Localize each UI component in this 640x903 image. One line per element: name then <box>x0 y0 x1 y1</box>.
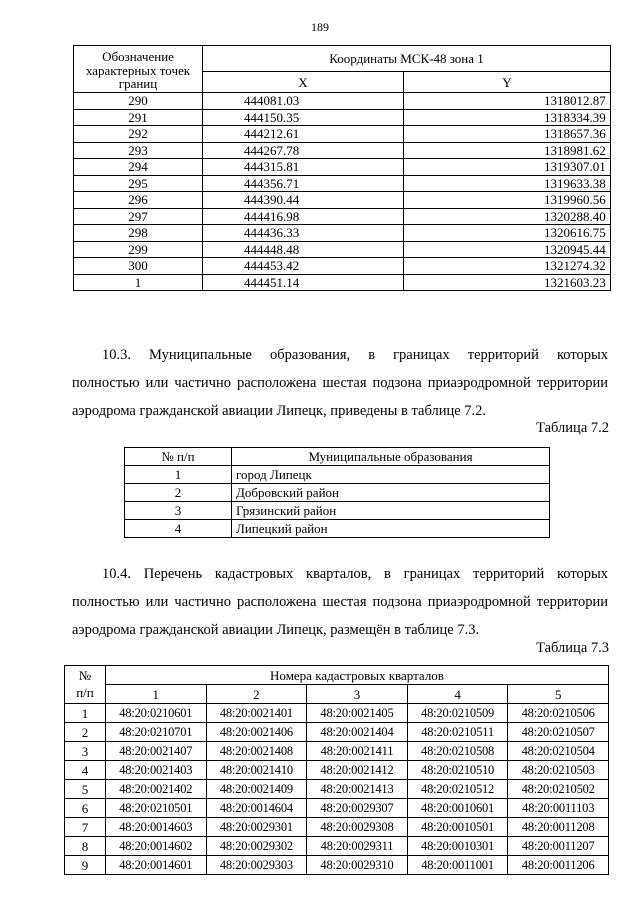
cadastral-number-cell: 48:20:0210512 <box>407 780 508 799</box>
x-cell: 444451.14 <box>203 274 404 291</box>
point-cell: 293 <box>74 142 203 159</box>
number-cell: 8 <box>65 837 106 856</box>
table-row <box>74 93 611 110</box>
header-municipalities: Муниципальные образования <box>232 448 550 466</box>
header-cadastral-numbers: Номера кадастровых кварталов <box>106 666 609 685</box>
x-cell: 444390.44 <box>203 192 404 209</box>
cadastral-number-cell: 48:20:0029310 <box>307 856 408 875</box>
municipality-cell: Грязинский район <box>232 502 550 520</box>
point-cell: 297 <box>74 208 203 225</box>
table-row <box>65 780 609 799</box>
table-row <box>65 742 609 761</box>
cadastral-number-cell: 48:20:0010601 <box>407 799 508 818</box>
cadastral-number-cell: 48:20:0029302 <box>206 837 307 856</box>
x-cell: 444315.81 <box>203 159 404 176</box>
cadastral-number-cell: 48:20:0021413 <box>307 780 408 799</box>
x-cell: 444356.71 <box>203 175 404 192</box>
number-cell: 6 <box>65 799 106 818</box>
header-number-bottom: п/п <box>76 684 94 700</box>
cadastral-number-cell: 48:20:0011103 <box>508 799 609 818</box>
point-cell: 1 <box>74 274 203 291</box>
cadastral-number-cell: 48:20:0210501 <box>106 799 207 818</box>
table-row <box>65 723 609 742</box>
municipalities-table <box>124 447 550 538</box>
cadastral-number-cell: 48:20:0021408 <box>206 742 307 761</box>
number-cell: 3 <box>125 502 232 520</box>
column-header: 3 <box>307 685 408 704</box>
table-row <box>74 159 611 176</box>
cadastral-number-cell: 48:20:0011206 <box>508 856 609 875</box>
table-row <box>125 502 550 520</box>
cadastral-number-cell: 48:20:0021403 <box>106 761 207 780</box>
y-cell: 1319633.38 <box>404 175 611 192</box>
header-number: № п/п <box>125 448 232 466</box>
table-row <box>74 109 611 126</box>
table-row <box>74 208 611 225</box>
cadastral-number-cell: 48:20:0014601 <box>106 856 207 875</box>
column-header: 5 <box>508 685 609 704</box>
table-row <box>65 856 609 875</box>
number-cell: 1 <box>125 466 232 484</box>
page-number: 189 <box>311 20 329 34</box>
column-header: 1 <box>106 685 207 704</box>
x-cell: 444436.33 <box>203 225 404 242</box>
cadastral-number-cell: 48:20:0014602 <box>106 837 207 856</box>
cadastral-number-cell: 48:20:0210511 <box>407 723 508 742</box>
table-row <box>74 126 611 143</box>
cadastral-number-cell: 48:20:0010301 <box>407 837 508 856</box>
point-cell: 296 <box>74 192 203 209</box>
cadastral-number-cell: 48:20:0021409 <box>206 780 307 799</box>
point-cell: 294 <box>74 159 203 176</box>
x-cell: 444081.03 <box>203 93 404 110</box>
x-cell: 444150.35 <box>203 109 404 126</box>
cadastral-number-cell: 48:20:0029311 <box>307 837 408 856</box>
cadastral-number-cell: 48:20:0210510 <box>407 761 508 780</box>
number-cell: 5 <box>65 780 106 799</box>
cadastral-number-cell: 48:20:0021405 <box>307 704 408 723</box>
y-cell: 1319960.56 <box>404 192 611 209</box>
y-cell: 1321603.23 <box>404 274 611 291</box>
point-cell: 295 <box>74 175 203 192</box>
number-cell: 2 <box>65 723 106 742</box>
number-cell: 2 <box>125 484 232 502</box>
table-row <box>74 142 611 159</box>
cadastral-number-cell: 48:20:0029301 <box>206 818 307 837</box>
column-header: 2 <box>206 685 307 704</box>
table-row <box>74 175 611 192</box>
header-y: Y <box>404 72 611 93</box>
cadastral-number-cell: 48:20:0021410 <box>206 761 307 780</box>
cadastral-table <box>64 665 609 875</box>
x-cell: 444416.98 <box>203 208 404 225</box>
point-cell: 300 <box>74 258 203 275</box>
point-cell: 290 <box>74 93 203 110</box>
table-row <box>65 761 609 780</box>
cadastral-number-cell: 48:20:0021412 <box>307 761 408 780</box>
municipality-cell: Липецкий район <box>232 520 550 538</box>
column-header: 4 <box>407 685 508 704</box>
x-cell: 444212.61 <box>203 126 404 143</box>
cadastral-number-cell: 48:20:0210701 <box>106 723 207 742</box>
x-cell: 444267.78 <box>203 142 404 159</box>
table-row <box>74 241 611 258</box>
point-cell: 292 <box>74 126 203 143</box>
paragraph-10-3-body: полностью или частично расположена шестая подзона приаэродромной территории аэродрома гражданской авиации Липецк, приведены в таблице 7.2. <box>72 375 608 419</box>
y-cell: 1320616.75 <box>404 225 611 242</box>
paragraph-10-4-first-line: 10.4. Перечень кадастровых кварталов, в границах территорий которых <box>102 566 608 582</box>
table-row <box>65 818 609 837</box>
cadastral-number-cell: 48:20:0014604 <box>206 799 307 818</box>
x-cell: 444448.48 <box>203 241 404 258</box>
header-point-designation: Обозначение характерных точек границ <box>74 46 203 93</box>
header-x: X <box>203 72 404 93</box>
header-coordinates: Координаты МСК-48 зона 1 <box>203 46 611 72</box>
cadastral-number-cell: 48:20:0010501 <box>407 818 508 837</box>
number-cell: 9 <box>65 856 106 875</box>
cadastral-number-cell: 48:20:0210508 <box>407 742 508 761</box>
cadastral-number-cell: 48:20:0029307 <box>307 799 408 818</box>
table-row <box>74 274 611 291</box>
paragraph-10-4 <box>72 560 608 644</box>
number-cell: 4 <box>125 520 232 538</box>
table-row <box>74 258 611 275</box>
paragraph-10-3-first-line: 10.3. Муниципальные образования, в границах территорий которых <box>102 347 608 363</box>
cadastral-number-cell: 48:20:0210503 <box>508 761 609 780</box>
cadastral-number-cell: 48:20:0021402 <box>106 780 207 799</box>
cadastral-number-cell: 48:20:0011207 <box>508 837 609 856</box>
header-number-top: № <box>78 667 92 683</box>
paragraph-10-3 <box>72 341 608 425</box>
point-cell: 299 <box>74 241 203 258</box>
cadastral-number-cell: 48:20:0210507 <box>508 723 609 742</box>
y-cell: 1321274.32 <box>404 258 611 275</box>
header-number <box>65 666 106 704</box>
coordinates-table <box>73 45 611 291</box>
cadastral-number-cell: 48:20:0210502 <box>508 780 609 799</box>
number-cell: 4 <box>65 761 106 780</box>
table-7-3-caption: Таблица 7.3 <box>536 640 609 656</box>
table-row <box>125 520 550 538</box>
point-cell: 291 <box>74 109 203 126</box>
cadastral-number-cell: 48:20:0021411 <box>307 742 408 761</box>
y-cell: 1318981.62 <box>404 142 611 159</box>
table-7-2-caption: Таблица 7.2 <box>536 420 609 436</box>
table-row <box>74 192 611 209</box>
cadastral-number-cell: 48:20:0021407 <box>106 742 207 761</box>
y-cell: 1318012.87 <box>404 93 611 110</box>
cadastral-number-cell: 48:20:0210601 <box>106 704 207 723</box>
y-cell: 1318334.39 <box>404 109 611 126</box>
number-cell: 3 <box>65 742 106 761</box>
number-cell: 1 <box>65 704 106 723</box>
municipality-cell: Добровский район <box>232 484 550 502</box>
table-row <box>65 837 609 856</box>
paragraph-10-4-body: полностью или частично расположена шестая подзона приаэродромной территории аэродрома гражданской авиации Липецк, размещён в таблице 7.3. <box>72 594 608 638</box>
cadastral-number-cell: 48:20:0021406 <box>206 723 307 742</box>
table-row <box>125 484 550 502</box>
municipality-cell: город Липецк <box>232 466 550 484</box>
y-cell: 1318657.36 <box>404 126 611 143</box>
cadastral-number-cell: 48:20:0021401 <box>206 704 307 723</box>
table-row <box>74 225 611 242</box>
cadastral-number-cell: 48:20:0011001 <box>407 856 508 875</box>
cadastral-number-cell: 48:20:0011208 <box>508 818 609 837</box>
cadastral-number-cell: 48:20:0029303 <box>206 856 307 875</box>
y-cell: 1319307.01 <box>404 159 611 176</box>
point-cell: 298 <box>74 225 203 242</box>
y-cell: 1320945.44 <box>404 241 611 258</box>
table-row <box>125 466 550 484</box>
cadastral-number-cell: 48:20:0210504 <box>508 742 609 761</box>
cadastral-number-cell: 48:20:0210509 <box>407 704 508 723</box>
cadastral-number-cell: 48:20:0021404 <box>307 723 408 742</box>
number-cell: 7 <box>65 818 106 837</box>
cadastral-number-cell: 48:20:0029308 <box>307 818 408 837</box>
cadastral-number-cell: 48:20:0210506 <box>508 704 609 723</box>
table-row <box>65 799 609 818</box>
cadastral-number-cell: 48:20:0014603 <box>106 818 207 837</box>
y-cell: 1320288.40 <box>404 208 611 225</box>
table-row <box>65 704 609 723</box>
x-cell: 444453.42 <box>203 258 404 275</box>
